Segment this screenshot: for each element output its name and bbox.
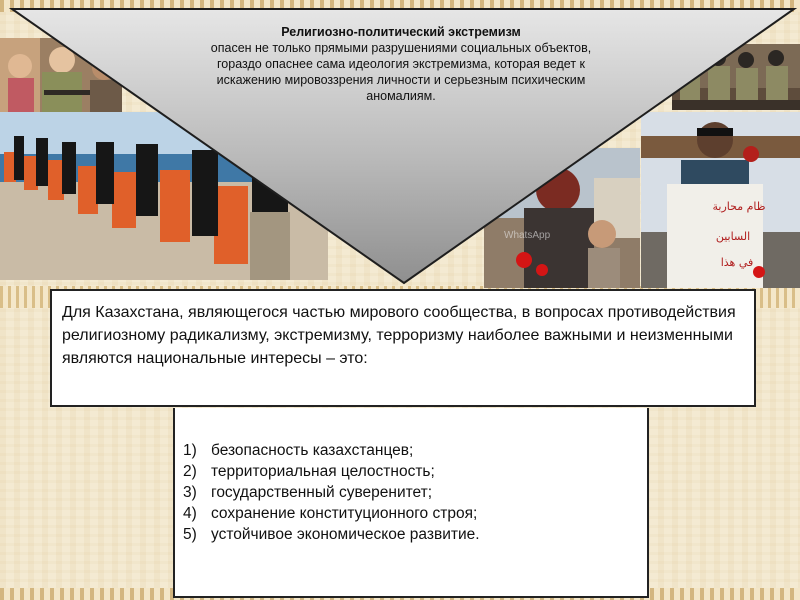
list-item-text: сохранение конституционного строя; xyxy=(211,505,478,522)
list-item xyxy=(183,524,639,545)
sign-text-line3: في هذا xyxy=(720,256,754,269)
list-item-text: безопасность казахстанцев; xyxy=(211,442,414,459)
list-item-number: 4) xyxy=(183,505,197,522)
list-item-text: территориальная целостность; xyxy=(211,463,435,480)
funnel-body: опасен не только прямыми разрушениями социальных объектов, гораздо опаснее сама идеология экстремизма, которая ведет к искажению мировоззрения личности и серьезным психическим аномалиям. xyxy=(210,41,592,103)
sign-text-line1: ظام محاربة xyxy=(712,200,766,213)
interests-list xyxy=(183,440,639,545)
interests-box xyxy=(173,408,649,598)
list-item xyxy=(183,440,639,461)
list-item-text: государственный суверенитет; xyxy=(211,484,433,501)
list-item xyxy=(183,503,639,524)
list-item-text: устойчивое экономическое развитие. xyxy=(211,526,480,543)
photo-watermark: WhatsApp xyxy=(504,230,551,241)
list-item-number: 3) xyxy=(183,484,197,501)
intro-text: Для Казахстана, являющегося частью мирового сообщества, в вопросах противодействия религиозному радикализму, экстремизму, терроризму наиболее важными и неизменными являются национальные интересы – это: xyxy=(62,304,736,367)
list-item-number: 1) xyxy=(183,442,197,459)
list-item xyxy=(183,482,639,503)
list-item xyxy=(183,461,639,482)
funnel-title: Религиозно-политический экстремизм xyxy=(281,25,521,39)
intro-box xyxy=(50,289,756,407)
funnel-text xyxy=(205,24,597,104)
sign-text-line2: السابين xyxy=(715,230,751,243)
list-item-number: 5) xyxy=(183,526,197,543)
list-item-number: 2) xyxy=(183,463,197,480)
